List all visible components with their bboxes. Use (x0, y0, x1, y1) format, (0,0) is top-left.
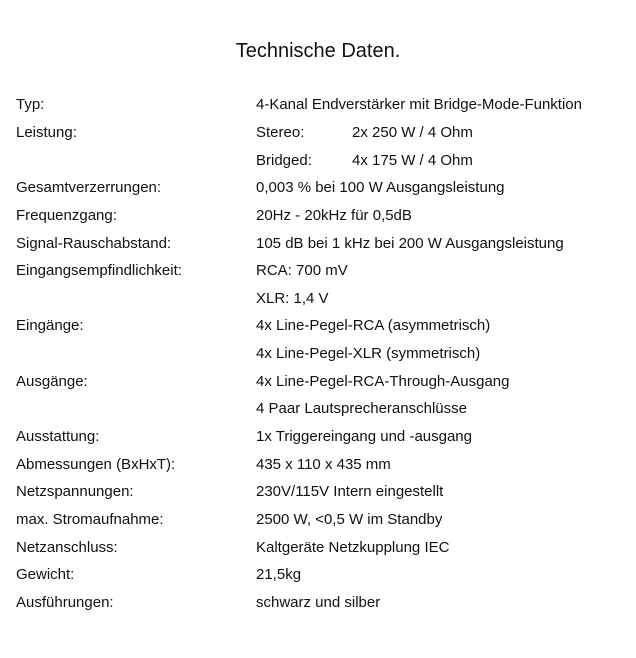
spec-label: Ausgänge: (16, 372, 88, 390)
spec-value: RCA: 700 mV (256, 262, 348, 280)
spec-value: 21,5kg (256, 566, 302, 584)
spec-label: Eingangsempfindlichkeit: (16, 262, 182, 280)
spec-row (16, 450, 626, 478)
spec-value: 0,003 % bei 100 W Ausgangsleistung (256, 179, 505, 197)
spec-value: 230V/115V Intern eingestellt (256, 483, 444, 501)
spec-value-group (256, 124, 626, 141)
spec-row (16, 284, 626, 312)
spec-row (16, 257, 626, 285)
spec-label: Frequenzgang: (16, 206, 117, 224)
spec-label: Gesamtverzerrungen: (16, 179, 162, 197)
page-title: Technische Daten. (235, 40, 401, 62)
spec-value: 435 x 110 x 435 mm (256, 455, 391, 473)
spec-row (16, 174, 626, 202)
spec-label: Abmessungen (BxHxT): (16, 455, 176, 473)
spec-value: 1x Triggereingang und -ausgang (256, 428, 472, 445)
spec-row (16, 533, 626, 561)
spec-label: Ausstattung: (16, 428, 100, 445)
spec-sublabel: Stereo: (256, 123, 305, 141)
spec-value: 4x Line-Pegel-XLR (symmetrisch) (256, 345, 481, 363)
spec-value: 20Hz - 20kHz für 0,5dB (256, 206, 412, 224)
spec-label: Signal-Rauschabstand: (16, 234, 172, 252)
spec-row (16, 312, 626, 340)
spec-value: 4x Line-Pegel-RCA-Through-Ausgang (256, 372, 510, 390)
spec-row (16, 340, 626, 368)
spec-row (16, 146, 626, 174)
spec-value: 105 dB bei 1 kHz bei 200 W Ausgangsleistung (256, 234, 564, 252)
spec-label: Leistung: (16, 123, 77, 141)
spec-value: 2500 W, <0,5 W im Standby (256, 510, 443, 528)
spec-row (16, 561, 626, 589)
spec-value: 2x 250 W / 4 Ohm (352, 123, 473, 141)
spec-row (16, 395, 626, 423)
spec-row (16, 91, 626, 119)
spec-row (16, 202, 626, 230)
spec-row (16, 423, 626, 451)
spec-label: max. Stromaufnahme: (16, 510, 164, 528)
spec-row (16, 367, 626, 395)
spec-row (16, 229, 626, 257)
spec-value: Kaltgeräte Netzkupplung IEC (256, 538, 450, 556)
spec-row (16, 119, 626, 147)
spec-label: Eingänge: (16, 317, 84, 335)
spec-value: 4x 175 W / 4 Ohm (352, 151, 473, 169)
spec-label: Gewicht: (16, 566, 75, 584)
spec-sublabel: Bridged: (256, 151, 312, 169)
spec-label: Netzanschluss: (16, 538, 118, 556)
spec-label: Netzspannungen: (16, 483, 134, 501)
specs-table (16, 91, 626, 616)
spec-value: XLR: 1,4 V (256, 289, 329, 307)
spec-row (16, 478, 626, 506)
spec-row (16, 506, 626, 534)
spec-value: 4 Paar Lautsprecheranschlüsse (256, 400, 467, 418)
spec-value: schwarz und silber (256, 593, 381, 611)
spec-value-group (256, 152, 626, 169)
spec-value: 4x Line-Pegel-RCA (asymmetrisch) (256, 317, 491, 335)
spec-value: 4-Kanal Endverstärker mit Bridge-Mode-Funktion (256, 96, 582, 114)
spec-label: Ausführungen: (16, 593, 114, 611)
spec-label: Typ: (16, 96, 45, 114)
spec-row (16, 589, 626, 617)
